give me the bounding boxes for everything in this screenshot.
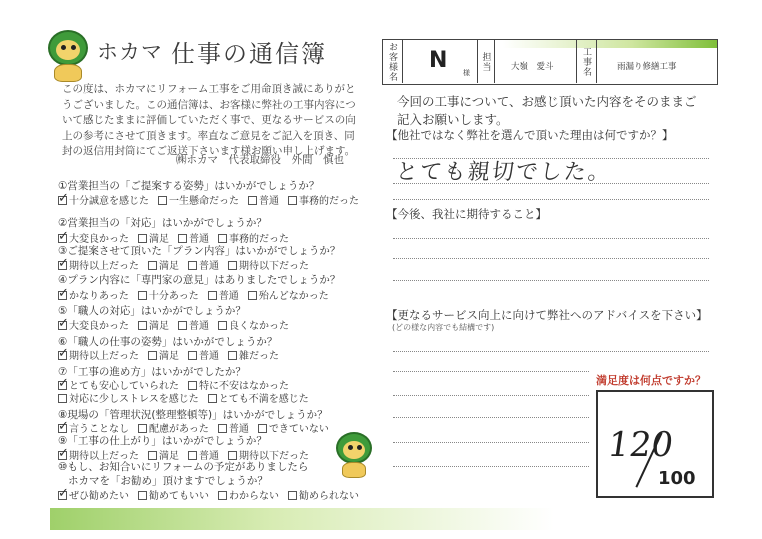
option-label: 配慮があった — [149, 424, 209, 435]
answer-line — [393, 371, 589, 372]
checkbox[interactable] — [58, 419, 69, 434]
option-label: 普通 — [189, 321, 209, 332]
check-mark-icon: ✓ — [58, 286, 69, 301]
answer-line — [393, 442, 589, 443]
answer-line — [393, 351, 709, 352]
answer-option[interactable] — [178, 317, 209, 332]
checkbox[interactable] — [218, 321, 227, 330]
check-mark-icon: ✓ — [58, 229, 69, 244]
question-label: ①営業担当の「ご提案する姿勢」はいかがでしょうか？ — [58, 180, 320, 192]
question-label: ⑤「職人の対応」はいかがでしょうか？ — [58, 305, 246, 317]
mascot-illustration-top — [42, 30, 94, 82]
checkbox[interactable] — [188, 261, 197, 270]
checkbox[interactable] — [228, 351, 237, 360]
answer-option[interactable] — [228, 257, 309, 272]
option-label: 殆んどなかった — [258, 291, 329, 302]
question-label: ②営業担当の「対応」はいかがでしょうか？ — [58, 217, 267, 229]
option-label: 満足 — [149, 321, 169, 332]
checkbox[interactable] — [188, 381, 197, 390]
checkbox[interactable] — [58, 316, 69, 331]
checkbox[interactable] — [228, 261, 237, 270]
reason-answer-handwritten: とても親切でした。 — [394, 160, 614, 185]
question-label: ⑩もし、お知合いにリフォームの予定がありましたら — [58, 461, 309, 473]
checkbox[interactable] — [138, 491, 147, 500]
score-handwritten: 120 — [605, 425, 676, 465]
option-label: 普通 — [199, 451, 219, 462]
checkbox[interactable] — [138, 291, 147, 300]
score-total: 100 — [658, 468, 696, 489]
option-label: 普通 — [189, 234, 209, 245]
option-label: 対応に少しストレスを感じた — [69, 394, 199, 405]
option-label: 満足 — [159, 451, 179, 462]
work-label: 工事名 — [577, 40, 597, 83]
check-mark-icon: ✓ — [58, 316, 69, 331]
answer-line — [393, 158, 709, 159]
option-label: 普通 — [218, 291, 239, 302]
answer-option[interactable] — [58, 287, 129, 302]
check-mark-icon: ✓ — [58, 419, 69, 434]
option-label: 期待以上だった — [69, 351, 139, 362]
answer-line — [393, 199, 709, 200]
checkbox[interactable] — [208, 394, 217, 403]
checkbox[interactable] — [218, 424, 227, 433]
checkbox[interactable] — [148, 351, 157, 360]
checkbox[interactable] — [58, 376, 69, 391]
answer-options — [58, 347, 288, 362]
page-title: 仕事の通信簿 — [171, 40, 327, 68]
option-label: 普通 — [199, 261, 219, 272]
answer-option[interactable] — [138, 317, 169, 332]
signature: ㈱ホカマ 代表取締役 外間 慎也 — [176, 154, 344, 166]
answer-option[interactable] — [58, 347, 139, 362]
customer-label: お客様名 — [383, 40, 403, 83]
checkbox[interactable] — [138, 234, 147, 243]
answer-options — [58, 317, 298, 332]
question-label: ⑨「工事の仕上がり」はいかがでしょうか？ — [58, 435, 267, 447]
checkbox[interactable] — [178, 321, 187, 330]
answer-line — [393, 258, 709, 259]
answer-option[interactable] — [58, 317, 129, 332]
check-mark-icon: ✓ — [58, 346, 69, 361]
answer-options — [58, 287, 338, 302]
check-mark-icon: ✓ — [58, 191, 69, 206]
option-label: 期待以上だった — [69, 261, 139, 272]
checkbox[interactable] — [148, 261, 157, 270]
answer-line — [393, 417, 589, 418]
checkbox[interactable] — [248, 196, 257, 205]
reason-section-label: 【他社ではなく弊社を選んで頂いた理由は何ですか？】 — [386, 128, 674, 142]
checkbox[interactable] — [138, 321, 147, 330]
customer-info-table — [382, 39, 718, 85]
answer-option[interactable] — [188, 257, 219, 272]
question-label: ③ご提案させて頂いた「プラン内容」はいかがでしょうか？ — [58, 245, 341, 257]
answer-line — [393, 280, 709, 281]
option-label: 期待以下だった — [239, 451, 309, 462]
question-label: ⑥「職人の仕事の姿勢」はいかがでしょうか？ — [58, 336, 278, 348]
answer-option[interactable] — [208, 287, 239, 302]
option-label: 大変良かった — [69, 234, 129, 245]
answer-option[interactable] — [288, 487, 359, 502]
answer-option[interactable] — [158, 192, 239, 207]
question-label: ⑦「工事の進め方」はいかがでしたか？ — [58, 366, 246, 378]
checkbox[interactable] — [188, 351, 197, 360]
option-label: ぜひ勧めたい — [69, 491, 129, 502]
answer-option[interactable] — [148, 347, 179, 362]
option-label: 勧めてもいい — [149, 491, 209, 502]
checkbox[interactable] — [58, 286, 69, 301]
answer-line — [393, 183, 709, 184]
check-mark-icon: ✓ — [58, 256, 69, 271]
answer-option[interactable] — [208, 390, 309, 405]
advice-section-label: 【更なるサービス向上に向けて弊社へのアドバイスを下さい】 — [386, 308, 708, 322]
answer-option[interactable] — [258, 420, 329, 435]
expectation-section-label: 【今後、我社に期待すること】 — [386, 207, 547, 221]
option-label: 事務的だった — [229, 234, 289, 245]
checkbox[interactable] — [178, 234, 187, 243]
checkbox[interactable] — [58, 191, 69, 206]
checkbox[interactable] — [248, 291, 257, 300]
footer-accent-bar — [50, 508, 610, 530]
answer-option[interactable] — [58, 390, 199, 405]
option-label: 満足 — [159, 261, 179, 272]
checkbox[interactable] — [58, 256, 69, 271]
option-label: 雑だった — [239, 351, 279, 362]
staff-value: 大嶺 愛斗 — [511, 62, 554, 72]
intro-text: この度は、ホカマにリフォーム工事をご用命頂き誠にありがとうございました。この通信簿は、お客様に弊社の工事内容について感じたままに評価していただく事で、更なるサービスの向上の参考にさせて頂きます。率直なご意見をご記入を頂き、同封の返信用封筒にてご返送下さいます様お願い申し上げます。 — [62, 83, 356, 157]
option-label: 良くなかった — [229, 321, 289, 332]
checkbox[interactable] — [258, 424, 267, 433]
instruction-text: 今回の工事について、お感じ頂いた内容をそのままご記入お願いします。 — [397, 94, 697, 127]
answer-option[interactable] — [138, 287, 199, 302]
answer-option[interactable] — [228, 347, 279, 362]
staff-label: 担当 — [478, 40, 495, 83]
check-mark-icon: ✓ — [58, 376, 69, 391]
checkbox[interactable] — [288, 491, 297, 500]
answer-options — [58, 390, 318, 405]
check-mark-icon: ✓ — [58, 486, 69, 501]
option-label: 事務的だった — [299, 196, 359, 207]
option-label: 十分あった — [148, 291, 199, 302]
check-mark-icon: ✓ — [58, 446, 69, 461]
honorific: 様 — [463, 69, 470, 77]
staff-cell — [495, 40, 577, 83]
answer-option[interactable] — [138, 487, 209, 502]
answer-option[interactable] — [148, 257, 179, 272]
checkbox[interactable] — [58, 486, 69, 501]
option-label: 満足 — [149, 234, 169, 245]
satisfaction-label: 満足度は何点ですか？ — [596, 374, 706, 387]
checkbox[interactable] — [288, 196, 297, 205]
answer-option[interactable] — [218, 317, 289, 332]
option-label: 普通 — [228, 424, 249, 435]
brand-name: ホカマ — [97, 40, 163, 64]
checkbox[interactable] — [218, 234, 227, 243]
checkbox[interactable] — [58, 346, 69, 361]
option-label: とても安心していられた — [69, 381, 179, 392]
checkbox[interactable] — [218, 491, 227, 500]
option-label: 普通 — [199, 351, 219, 362]
work-cell — [597, 40, 717, 83]
option-label: かなりあった — [69, 291, 129, 302]
answer-options — [58, 257, 318, 272]
option-label: 期待以下だった — [239, 261, 309, 272]
answer-line — [393, 395, 589, 396]
option-label: 満足 — [159, 351, 179, 362]
checkbox[interactable] — [158, 196, 167, 205]
option-label: 特に不安はなかった — [199, 381, 289, 392]
checkbox[interactable] — [58, 394, 67, 403]
answer-option[interactable] — [248, 192, 279, 207]
question-label: ④プラン内容に「専門家の意見」はありましたでしょうか？ — [58, 274, 341, 286]
question-label-continued: ホカマを「お勧め」頂けますでしょうか？ — [68, 475, 268, 487]
answer-line — [393, 466, 589, 467]
customer-value: N — [429, 48, 448, 73]
answer-line — [393, 238, 709, 239]
option-label: わからない — [229, 491, 279, 502]
mascot-illustration-bottom — [332, 432, 376, 480]
option-label: 言うことなし — [69, 424, 129, 435]
option-label: 十分誠意を感じた — [69, 196, 149, 207]
answer-option[interactable] — [288, 192, 359, 207]
answer-option[interactable] — [188, 347, 219, 362]
question-label: ⑧現場の「管理状況(整理整頓等)」はいかがでしょうか？ — [58, 409, 328, 421]
option-label: 大変良かった — [69, 321, 129, 332]
option-label: 勧められない — [299, 491, 359, 502]
option-label: とても不満を感じた — [218, 394, 309, 405]
checkbox[interactable] — [208, 291, 217, 300]
answer-option[interactable] — [58, 487, 129, 502]
advice-note: (どの様な内容でも結構です) — [392, 323, 495, 332]
checkbox[interactable] — [138, 424, 147, 433]
option-label: 期待以上だった — [69, 451, 139, 462]
answer-option[interactable] — [58, 257, 139, 272]
option-label: できていない — [268, 424, 329, 435]
answer-option[interactable] — [248, 287, 329, 302]
option-label: 普通 — [259, 196, 279, 207]
answer-option[interactable] — [58, 192, 149, 207]
work-value: 雨漏り修繕工事 — [617, 62, 677, 72]
answer-options — [58, 487, 368, 502]
answer-option[interactable] — [218, 487, 279, 502]
checkbox[interactable] — [58, 229, 69, 244]
customer-cell — [403, 40, 478, 83]
answer-options — [58, 192, 368, 207]
option-label: 一生懸命だった — [169, 196, 239, 207]
